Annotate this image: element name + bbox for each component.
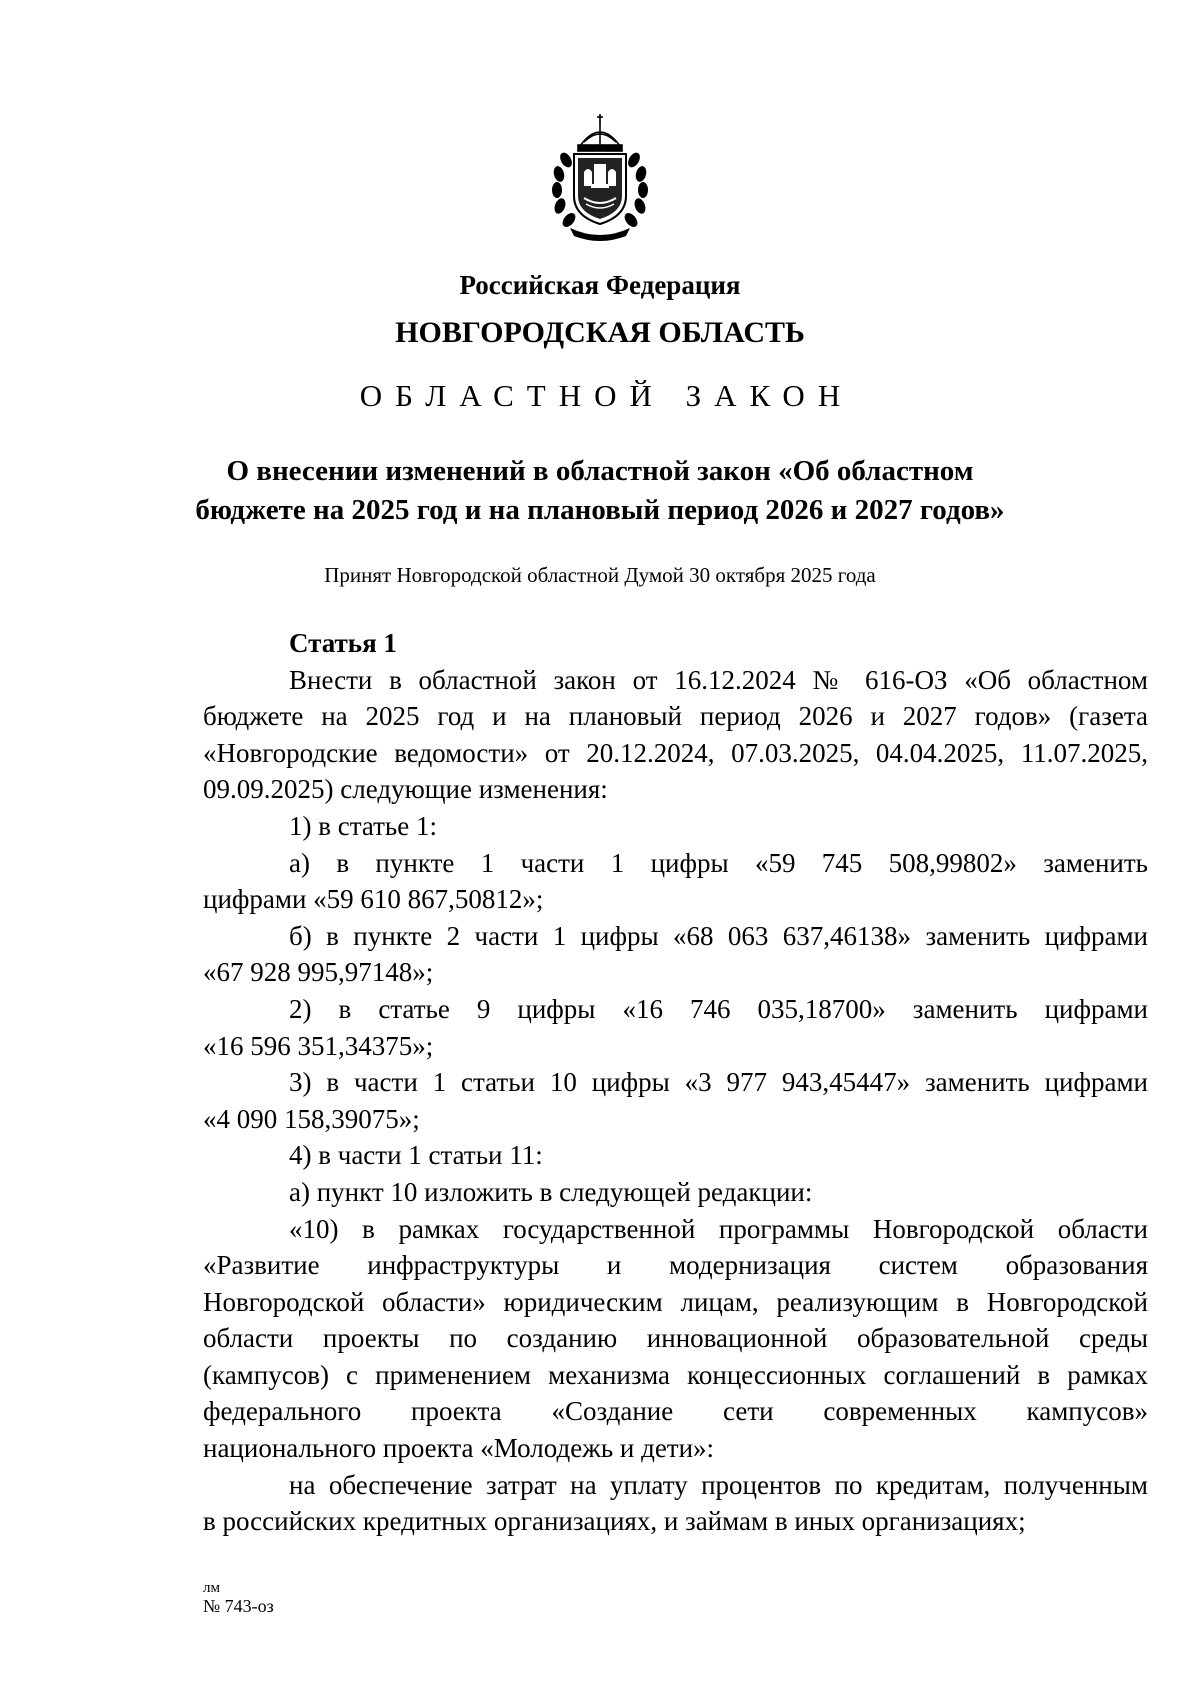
law-title: [0, 452, 1200, 530]
adoption-note: Принят Новгородской областной Думой 30 октября 2025 года: [324, 563, 876, 587]
text-line: 09.09.2025) следующие изменения:: [203, 774, 608, 805]
law-type: ОБЛАСТНОЙ ЗАКОН: [359, 378, 854, 413]
text-line: (кампусов) с применением механизма концессионных соглашений в рамках: [203, 1359, 1148, 1390]
text-line: бюджете на 2025 год и на плановый период 2026 и 2027 годов» (газета: [203, 701, 1148, 732]
text-line: 1) в статье 1:: [289, 810, 437, 841]
text-line: «16 596 351,34375»;: [203, 1030, 434, 1061]
law-title-line: О внесении изменений в областной закон «Об областном: [226, 455, 974, 487]
text-line: «Новгородские ведомости» от 20.12.2024, 07.03.2025, 04.04.2025, 11.07.2025,: [203, 737, 1148, 768]
novgorod-coat-of-arms-icon: [542, 112, 658, 246]
text-line: на обеспечение затрат на уплату процентов по кредитам, полученным: [289, 1469, 1148, 1500]
text-line: 3) в части 1 статьи 10 цифры «3 977 943,45447» заменить цифрами: [289, 1067, 1148, 1098]
text-line: «67 928 995,97148»;: [203, 957, 434, 988]
country-name: Российская Федерация: [459, 270, 741, 300]
text-line: цифрами «59 610 867,50812»;: [203, 884, 544, 915]
law-title-line: бюджете на 2025 год и на плановый период 2026 и 2027 годов»: [195, 494, 1005, 526]
text-line: федерального проекта «Создание сети современных кампусов»: [203, 1396, 1148, 1427]
text-line: в российских кредитных организациях, и займам в иных организациях;: [203, 1506, 1026, 1537]
text-line: 4) в части 1 статьи 11:: [289, 1140, 543, 1171]
text-line: «10) в рамках государственной программы Новгородской области: [289, 1213, 1148, 1244]
footer-document-number: № 743-оз: [203, 1596, 274, 1616]
text-line: области проекты по созданию инновационной образовательной среды: [203, 1323, 1148, 1354]
text-line: б) в пункте 2 части 1 цифры «68 063 637,46138» заменить цифрами: [289, 920, 1148, 951]
text-line: Внести в областной закон от 16.12.2024 № 616-ОЗ «Об областном: [289, 664, 1148, 695]
text-line: а) в пункте 1 части 1 цифры «59 745 508,99802» заменить: [289, 847, 1148, 878]
text-line: а) пункт 10 изложить в следующей редакции:: [289, 1176, 813, 1207]
article-body: [203, 625, 1148, 1540]
article-heading: Статья 1: [289, 628, 397, 658]
text-line: Новгородской области» юридическим лицам, реализующим в Новгородской: [203, 1286, 1148, 1317]
text-line: «Развитие инфраструктуры и модернизация систем образования: [203, 1250, 1148, 1281]
text-line: «4 090 158,39075»;: [203, 1103, 420, 1134]
text-line: 2) в статье 9 цифры «16 746 035,18700» заменить цифрами: [289, 993, 1148, 1024]
region-name: НОВГОРОДСКАЯ ОБЛАСТЬ: [395, 316, 805, 349]
text-line: национального проекта «Молодежь и дети»:: [203, 1433, 715, 1464]
footer-code: лм: [203, 1580, 220, 1596]
